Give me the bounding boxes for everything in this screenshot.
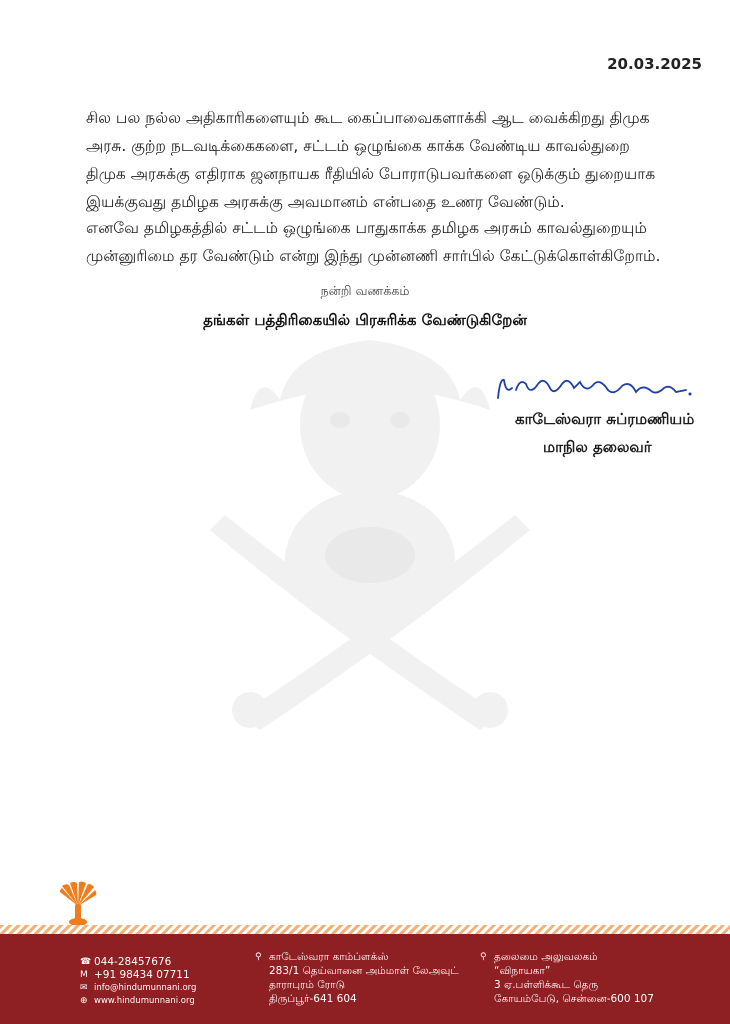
address1-line: 283/1 தெய்வானை அம்மாள் லேஅவுட்: [269, 965, 459, 977]
letter-date: 20.03.2025: [607, 55, 702, 73]
paragraph-1-line: சில பல நல்ல அதிகாரிகளையும் கூட கைப்பாவைகளாக்கி ஆட வைக்கிறது திமுக: [86, 109, 650, 127]
phone-icon: ☎: [80, 957, 92, 967]
phone-number: 044-28457676: [94, 956, 172, 968]
footer-phone: [80, 956, 196, 969]
mobile-icon: M: [80, 970, 88, 980]
publish-request: தங்கள் பத்திரிகையில் பிரசுரிக்க வேண்டுகிறேன்: [203, 311, 527, 329]
location-pin-icon: ⚲: [480, 952, 487, 962]
paragraph-2-line: முன்னுரிமை தர வேண்டும் என்று இந்து முன்னணி சார்பில் கேட்டுக்கொள்கிறோம்.: [86, 247, 661, 265]
paragraph-2: [86, 214, 706, 270]
address1-line: திருப்பூர்-641 604: [269, 993, 357, 1005]
footer-website[interactable]: [80, 995, 196, 1008]
footer-mobile: [80, 969, 196, 982]
closing-thanks: நன்றி வணக்கம்: [320, 283, 410, 298]
signatory-name: காடேஸ்வரா சுப்ரமணியம்: [515, 410, 695, 428]
address2-line: “விநாயகா”: [494, 965, 551, 977]
email-icon: ✉: [80, 983, 88, 993]
decorative-border: [0, 925, 730, 934]
footer-address-tiruppur: [255, 950, 459, 1006]
location-pin-icon: ⚲: [255, 952, 262, 962]
address2-line-text: தலைமை அலுவலகம்: [494, 951, 598, 963]
organization-logo-icon: [58, 880, 98, 930]
email-address[interactable]: info@hindumunnani.org: [94, 983, 197, 993]
paragraph-1-line: இயக்குவது தமிழக அரசுக்கு அவமானம் என்பதை உணர வேண்டும்.: [86, 193, 565, 211]
address1-line: தாராபுரம் ரோடு: [269, 979, 345, 991]
address1-line-text: காடேஸ்வரா காம்ப்ளக்ஸ்: [269, 951, 389, 963]
handwritten-signature: [490, 370, 700, 406]
address2-line: [480, 950, 654, 964]
website-link[interactable]: www.hindumunnani.org: [94, 996, 195, 1006]
paragraph-2-line: எனவே தமிழகத்தில் சட்டம் ஒழுங்கை பாதுகாக்க தமிழக அரசும் காவல்துறையும்: [86, 219, 647, 237]
footer-email[interactable]: [80, 982, 196, 995]
address1-line: [255, 950, 459, 964]
paragraph-1-line: அரசு. குற்ற நடவடிக்கைகளை, சட்டம் ஒழுங்கை காக்க வேண்டிய காவல்துறை: [86, 137, 630, 155]
address2-line: கோயம்பேடு, சென்னை-600 107: [494, 993, 654, 1005]
signatory-title: மாநில தலைவர்: [543, 438, 652, 456]
web-icon: ⊕: [80, 996, 88, 1006]
footer-address-chennai: [480, 950, 654, 1006]
address2-line: 3 ஏ.பள்ளிக்கூட தெரு: [494, 979, 599, 991]
paragraph-1: [86, 104, 706, 216]
paragraph-1-line: திமுக அரசுக்கு எதிராக ஜனநாயக ரீதியில் போராடுபவர்களை ஒடுக்கும் துறையாக: [86, 165, 656, 183]
mobile-number: +91 98434 07711: [94, 969, 190, 981]
footer-contact: [80, 956, 196, 1008]
footer: [0, 934, 730, 1024]
